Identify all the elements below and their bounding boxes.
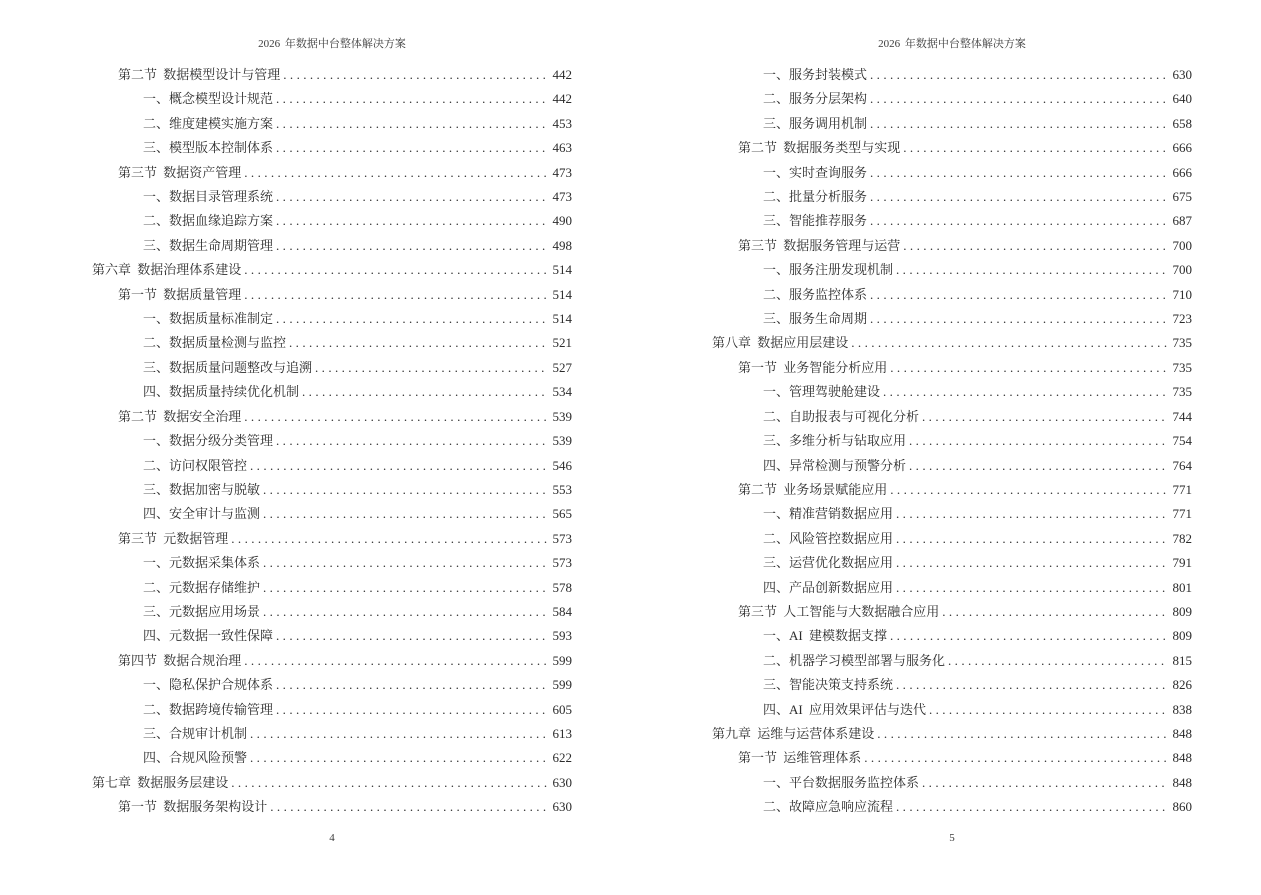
toc-entry <box>712 746 1192 770</box>
toc-entry-page-number: 700 <box>1172 237 1192 253</box>
toc-entry <box>712 356 1192 380</box>
toc-entry <box>92 454 572 478</box>
toc-leader-dots <box>883 380 1166 404</box>
toc-entry <box>712 673 1192 697</box>
toc-entry-label: 三、服务生命周期 <box>763 311 868 327</box>
toc-entry <box>92 234 572 258</box>
toc-leader-dots <box>922 405 1166 429</box>
toc-entry-page-number: 735 <box>1172 384 1192 400</box>
toc-leader-dots <box>289 331 546 355</box>
toc-leader-dots <box>263 502 546 526</box>
toc-entry-label: 第三节 元数据管理 <box>118 530 229 546</box>
toc-leader-dots <box>276 429 546 453</box>
toc-entry <box>712 209 1192 233</box>
toc-leader-dots <box>870 112 1166 136</box>
toc-entry-label: 三、元数据应用场景 <box>143 603 261 619</box>
toc-entry <box>712 795 1192 819</box>
toc-leader-dots <box>244 405 546 429</box>
toc-entry-label: 一、实时查询服务 <box>763 164 868 180</box>
toc-leader-dots <box>870 87 1166 111</box>
toc-entry-label: 四、AI 应用效果评估与迭代 <box>763 701 926 717</box>
toc-entry-page-number: 809 <box>1172 603 1192 619</box>
toc-entry-label: 第一节 数据服务架构设计 <box>118 799 268 815</box>
toc-entry-page-number: 791 <box>1172 555 1192 571</box>
toc-entry-label: 二、服务监控体系 <box>763 286 868 302</box>
toc-entry-label: 三、数据生命周期管理 <box>143 237 274 253</box>
toc-entry-page-number: 640 <box>1172 91 1192 107</box>
toc-entry <box>92 576 572 600</box>
toc-leader-dots <box>250 746 546 770</box>
toc-entry-page-number: 490 <box>552 213 572 229</box>
toc-entry-page-number: 521 <box>552 335 572 351</box>
toc-entry-page-number: 573 <box>552 555 572 571</box>
toc-leader-dots <box>276 673 546 697</box>
toc-entry-label: 二、故障应急响应流程 <box>763 799 894 815</box>
toc-entry <box>712 454 1192 478</box>
toc-leader-dots <box>903 136 1166 160</box>
toc-entry-page-number: 442 <box>552 67 572 82</box>
toc-entry <box>92 795 572 819</box>
toc-entry <box>92 185 572 209</box>
toc-entry-label: 一、数据分级分类管理 <box>143 433 274 449</box>
toc-entry-page-number: 463 <box>552 140 572 156</box>
toc-entry-page-number: 473 <box>552 189 572 205</box>
toc-entry-page-number: 744 <box>1172 408 1192 424</box>
toc-entry-page-number: 848 <box>1172 750 1192 766</box>
toc-entry-label: 第七章 数据服务层建设 <box>92 774 229 790</box>
toc-entry <box>92 698 572 722</box>
toc-leader-dots <box>870 209 1166 233</box>
toc-entry <box>712 624 1192 648</box>
toc-leader-dots <box>896 502 1166 526</box>
toc-entry <box>92 161 572 185</box>
page-number-footer: 5 <box>949 832 955 844</box>
toc-entry-page-number: 622 <box>552 750 572 766</box>
toc-entry-label: 一、平台数据服务监控体系 <box>763 774 920 790</box>
toc-entry-label: 第三节 人工智能与大数据融合应用 <box>738 603 940 619</box>
toc-entry-page-number: 700 <box>1172 262 1192 278</box>
toc-entry-label: 第六章 数据治理体系建设 <box>92 262 242 278</box>
toc-entry-page-number: 578 <box>552 579 572 595</box>
toc-entry <box>712 161 1192 185</box>
toc-entry-label: 三、数据质量问题整改与追溯 <box>143 359 313 375</box>
toc-leader-dots <box>276 307 546 331</box>
toc-entry <box>712 136 1192 160</box>
toc-entry <box>92 771 572 795</box>
toc-entry-page-number: 584 <box>552 603 572 619</box>
toc-entry-label: 第二节 数据安全治理 <box>118 408 242 424</box>
toc-entry-label: 第二节 数据服务类型与实现 <box>738 140 901 156</box>
toc-entry-page-number: 539 <box>552 433 572 449</box>
toc-entry <box>92 722 572 746</box>
toc-entry <box>712 307 1192 331</box>
toc-entry <box>712 478 1192 502</box>
toc-leader-dots <box>276 136 546 160</box>
toc-entry-page-number: 826 <box>1172 677 1192 693</box>
toc-entry-page-number: 593 <box>552 628 572 644</box>
toc-entry <box>712 283 1192 307</box>
toc-entry-label: 二、访问权限管控 <box>143 457 248 473</box>
toc-leader-dots <box>276 209 546 233</box>
toc-entry-page-number: 565 <box>552 506 572 522</box>
toc-entry <box>712 429 1192 453</box>
toc-leader-dots <box>244 161 546 185</box>
toc-leader-dots <box>896 795 1166 819</box>
toc-entry-label: 二、批量分析服务 <box>763 189 868 205</box>
toc-entry-label: 二、数据质量检测与监控 <box>143 335 287 351</box>
toc-entry-label: 一、隐私保护合规体系 <box>143 677 274 693</box>
toc-entry <box>92 380 572 404</box>
toc-entry <box>712 112 1192 136</box>
toc-entry <box>712 576 1192 600</box>
toc-leader-dots <box>276 185 546 209</box>
toc-list <box>712 63 1192 820</box>
toc-entry-page-number: 764 <box>1172 457 1192 473</box>
toc-entry-label: 三、智能推荐服务 <box>763 213 868 229</box>
toc-leader-dots <box>864 746 1166 770</box>
toc-entry-page-number: 599 <box>552 652 572 668</box>
toc-entry-label: 第一节 运维管理体系 <box>738 750 862 766</box>
toc-leader-dots <box>276 87 546 111</box>
toc-entry-page-number: 514 <box>552 286 572 302</box>
toc-entry-label: 一、数据质量标准制定 <box>143 311 274 327</box>
toc-entry <box>712 600 1192 624</box>
toc-entry-label: 第二节 业务场景赋能应用 <box>738 481 888 497</box>
toc-entry-label: 三、智能决策支持系统 <box>763 677 894 693</box>
toc-entry-page-number: 687 <box>1172 213 1192 229</box>
toc-entry <box>712 331 1192 355</box>
toc-list <box>92 63 572 820</box>
toc-entry-label: 一、精准营销数据应用 <box>763 506 894 522</box>
toc-entry-page-number: 527 <box>552 359 572 375</box>
toc-entry <box>92 649 572 673</box>
toc-entry <box>712 551 1192 575</box>
toc-entry-page-number: 666 <box>1172 140 1192 156</box>
toc-entry-page-number: 735 <box>1172 335 1192 351</box>
toc-entry <box>92 746 572 770</box>
toc-entry <box>92 356 572 380</box>
toc-entry <box>712 722 1192 746</box>
toc-entry <box>712 698 1192 722</box>
toc-leader-dots <box>896 551 1166 575</box>
toc-entry-label: 二、机器学习模型部署与服务化 <box>763 652 946 668</box>
toc-entry-label: 一、服务封装模式 <box>763 67 868 82</box>
toc-entry <box>92 551 572 575</box>
toc-leader-dots <box>276 624 546 648</box>
toc-entry <box>92 136 572 160</box>
toc-entry-page-number: 630 <box>1172 67 1192 82</box>
toc-entry-label: 一、元数据采集体系 <box>143 555 261 571</box>
toc-entry-page-number: 613 <box>552 725 572 741</box>
toc-entry-page-number: 553 <box>552 481 572 497</box>
toc-entry <box>92 600 572 624</box>
toc-entry-label: 三、服务调用机制 <box>763 115 868 131</box>
toc-page-5 <box>712 0 1192 895</box>
toc-entry-label: 三、数据加密与脱敏 <box>143 481 261 497</box>
toc-entry <box>92 429 572 453</box>
toc-entry-page-number: 838 <box>1172 701 1192 717</box>
toc-entry <box>712 380 1192 404</box>
toc-entry-page-number: 723 <box>1172 311 1192 327</box>
toc-entry <box>92 63 572 87</box>
toc-entry-label: 二、数据血缘追踪方案 <box>143 213 274 229</box>
toc-entry-page-number: 860 <box>1172 799 1192 815</box>
toc-entry-page-number: 658 <box>1172 115 1192 131</box>
toc-entry-page-number: 442 <box>552 91 572 107</box>
toc-entry-page-number: 771 <box>1172 506 1192 522</box>
running-header: 2026 年数据中台整体解决方案 <box>878 38 1026 50</box>
toc-leader-dots <box>244 283 546 307</box>
toc-entry <box>712 258 1192 282</box>
toc-entry-page-number: 630 <box>552 774 572 790</box>
toc-entry-label: 四、异常检测与预警分析 <box>763 457 907 473</box>
toc-entry-label: 一、概念模型设计规范 <box>143 91 274 107</box>
toc-entry-page-number: 848 <box>1172 725 1192 741</box>
toc-entry <box>92 502 572 526</box>
toc-leader-dots <box>244 258 546 282</box>
toc-leader-dots <box>263 551 546 575</box>
toc-leader-dots <box>948 649 1166 673</box>
toc-leader-dots <box>231 527 546 551</box>
toc-entry-label: 二、风险管控数据应用 <box>763 530 894 546</box>
toc-entry-label: 四、产品创新数据应用 <box>763 579 894 595</box>
toc-leader-dots <box>315 356 546 380</box>
toc-entry-label: 四、数据质量持续优化机制 <box>143 384 300 400</box>
toc-entry <box>92 307 572 331</box>
toc-entry-label: 第四节 数据合规治理 <box>118 652 242 668</box>
toc-entry-page-number: 848 <box>1172 774 1192 790</box>
toc-entry <box>92 673 572 697</box>
toc-entry-label: 第八章 数据应用层建设 <box>712 335 849 351</box>
toc-entry <box>712 405 1192 429</box>
toc-entry-label: 第二节 数据模型设计与管理 <box>118 67 281 82</box>
toc-leader-dots <box>890 356 1166 380</box>
toc-leader-dots <box>870 185 1166 209</box>
toc-leader-dots <box>263 600 546 624</box>
toc-leader-dots <box>276 112 546 136</box>
toc-entry <box>712 63 1192 87</box>
toc-entry-label: 三、运营优化数据应用 <box>763 555 894 571</box>
toc-entry <box>92 112 572 136</box>
toc-leader-dots <box>851 331 1166 355</box>
toc-entry-label: 二、元数据存储维护 <box>143 579 261 595</box>
toc-leader-dots <box>263 478 546 502</box>
toc-entry-page-number: 498 <box>552 237 572 253</box>
toc-leader-dots <box>896 527 1166 551</box>
toc-entry-page-number: 599 <box>552 677 572 693</box>
toc-entry <box>92 478 572 502</box>
toc-leader-dots <box>870 63 1166 87</box>
toc-entry <box>712 771 1192 795</box>
toc-entry <box>712 185 1192 209</box>
toc-leader-dots <box>276 234 546 258</box>
toc-leader-dots <box>870 307 1166 331</box>
toc-entry-page-number: 809 <box>1172 628 1192 644</box>
toc-page-4 <box>92 0 572 895</box>
toc-entry-page-number: 801 <box>1172 579 1192 595</box>
toc-entry-page-number: 666 <box>1172 164 1192 180</box>
toc-entry-page-number: 573 <box>552 530 572 546</box>
toc-leader-dots <box>922 771 1166 795</box>
toc-leader-dots <box>929 698 1167 722</box>
toc-leader-dots <box>896 673 1166 697</box>
toc-entry-page-number: 539 <box>552 408 572 424</box>
toc-entry-label: 四、合规风险预警 <box>143 750 248 766</box>
toc-leader-dots <box>263 576 546 600</box>
toc-entry <box>92 624 572 648</box>
toc-entry <box>92 283 572 307</box>
toc-entry-page-number: 675 <box>1172 189 1192 205</box>
toc-entry-page-number: 815 <box>1172 652 1192 668</box>
toc-leader-dots <box>942 600 1166 624</box>
toc-entry <box>712 234 1192 258</box>
toc-leader-dots <box>231 771 546 795</box>
toc-entry-label: 第一节 业务智能分析应用 <box>738 359 888 375</box>
toc-leader-dots <box>870 161 1166 185</box>
toc-leader-dots <box>276 698 546 722</box>
toc-leader-dots <box>890 478 1166 502</box>
toc-entry-label: 第三节 数据服务管理与运营 <box>738 237 901 253</box>
toc-entry-page-number: 605 <box>552 701 572 717</box>
toc-entry <box>92 405 572 429</box>
toc-entry-label: 三、模型版本控制体系 <box>143 140 274 156</box>
toc-entry <box>712 502 1192 526</box>
toc-leader-dots <box>909 454 1166 478</box>
toc-leader-dots <box>270 795 546 819</box>
toc-leader-dots <box>896 576 1166 600</box>
toc-entry-page-number: 754 <box>1172 433 1192 449</box>
toc-entry-page-number: 514 <box>552 311 572 327</box>
toc-entry-label: 第三节 数据资产管理 <box>118 164 242 180</box>
toc-entry-label: 一、管理驾驶舱建设 <box>763 384 881 400</box>
toc-entry-label: 三、合规审计机制 <box>143 725 248 741</box>
toc-leader-dots <box>283 63 546 87</box>
toc-leader-dots <box>250 722 546 746</box>
toc-entry-page-number: 514 <box>552 262 572 278</box>
toc-entry-label: 一、服务注册发现机制 <box>763 262 894 278</box>
toc-entry-page-number: 630 <box>552 799 572 815</box>
toc-leader-dots <box>903 234 1166 258</box>
toc-entry-page-number: 546 <box>552 457 572 473</box>
toc-entry-label: 二、服务分层架构 <box>763 91 868 107</box>
toc-leader-dots <box>302 380 546 404</box>
page-number-footer: 4 <box>329 832 335 844</box>
toc-entry-label: 一、数据目录管理系统 <box>143 189 274 205</box>
toc-entry <box>92 527 572 551</box>
toc-entry <box>92 258 572 282</box>
toc-entry <box>92 209 572 233</box>
toc-leader-dots <box>244 649 546 673</box>
toc-entry-label: 第九章 运维与运营体系建设 <box>712 725 875 741</box>
toc-entry-label: 一、AI 建模数据支撑 <box>763 628 887 644</box>
toc-entry <box>712 527 1192 551</box>
toc-entry-label: 第一节 数据质量管理 <box>118 286 242 302</box>
toc-entry <box>92 331 572 355</box>
toc-entry-page-number: 735 <box>1172 359 1192 375</box>
toc-entry-label: 二、数据跨境传输管理 <box>143 701 274 717</box>
toc-entry-page-number: 534 <box>552 384 572 400</box>
toc-entry-page-number: 473 <box>552 164 572 180</box>
toc-leader-dots <box>909 429 1166 453</box>
toc-entry <box>92 87 572 111</box>
toc-leader-dots <box>870 283 1166 307</box>
toc-entry-page-number: 453 <box>552 115 572 131</box>
toc-leader-dots <box>890 624 1167 648</box>
toc-entry-label: 三、多维分析与钻取应用 <box>763 433 907 449</box>
toc-entry-page-number: 710 <box>1172 286 1192 302</box>
toc-leader-dots <box>877 722 1166 746</box>
toc-entry <box>712 87 1192 111</box>
toc-leader-dots <box>896 258 1166 282</box>
toc-entry-label: 二、自助报表与可视化分析 <box>763 408 920 424</box>
toc-entry-page-number: 782 <box>1172 530 1192 546</box>
toc-entry-label: 四、安全审计与监测 <box>143 506 261 522</box>
toc-entry <box>712 649 1192 673</box>
toc-entry-label: 二、维度建模实施方案 <box>143 115 274 131</box>
running-header: 2026 年数据中台整体解决方案 <box>258 38 406 50</box>
toc-leader-dots <box>250 454 546 478</box>
toc-entry-page-number: 771 <box>1172 481 1192 497</box>
toc-entry-label: 四、元数据一致性保障 <box>143 628 274 644</box>
